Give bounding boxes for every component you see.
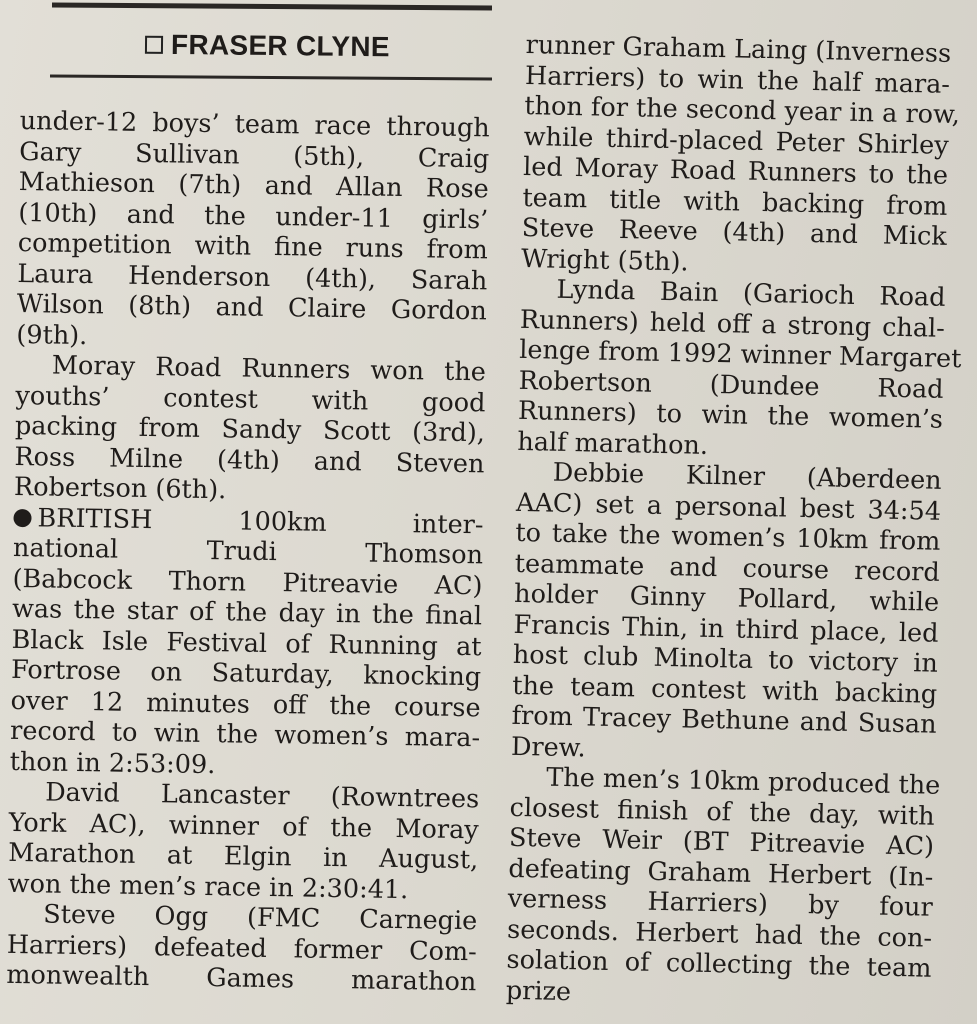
text-line-content: national Trudi Thomson [12,532,484,571]
text-line-content: Drew. [510,731,586,763]
text-line-content: Gary Sullivan (5th), Craig [19,136,490,174]
text-line-content: Marathon at Elgin in August, [8,837,479,876]
text-line-content: under-12 boys’ team race through [19,106,490,144]
text-line-content: Ross Milne (4th) and Steven [14,441,485,479]
text-line-content: Debbie Kilner (Aberdeen [552,457,942,496]
text-line-content: Mathieson (7th) and Allan Rose [18,166,489,205]
text-line-content: led Moray Road Runners to the [522,151,949,191]
text-line-content: over 12 minutes off the course [10,685,481,723]
text-line-content: (9th). [16,319,88,351]
text-line-content: BRITISH 100km inter- [37,502,484,540]
text-line-content: Robertson (Dundee Road [518,365,944,405]
text-line-content: Black Isle Festival of Running at [11,624,482,662]
text-line-content: teammate and course record [514,548,941,588]
text-line-content: (Babcock Thorn Pitreavie AC) [12,563,483,601]
text-line-content: host club Minolta to victory in [512,639,939,679]
text-line-content: lenge from 1992 winner Margaret [518,334,962,375]
text-line-content: Lynda Bain (Garioch Road [556,274,946,313]
text-line-content: seconds. Herbert had the con- [506,914,933,954]
text-line-content: youths’ contest with good [15,380,486,418]
text-line-content: prize [505,975,572,1007]
text-line-content: Harriers) to win the half mara- [524,60,951,100]
text-line-content: Wright (5th). [520,243,689,277]
text-line-content: monwealth Games marathon [6,959,477,998]
text-line-content: Runners) to win the women’s [517,395,944,435]
text-line-content: Robertson (6th). [13,471,227,506]
text-line-content: thon for the second year in a row, [524,90,961,131]
text-line-content: Moray Road Runners won the [51,350,487,388]
article-column-left [6,106,490,998]
text-line-content: Steve Ogg (FMC Carnegie [43,899,478,937]
text-line-content: from Tracey Bethune and Susan [511,700,937,740]
text-line-content: Wilson (8th) and Claire Gordon [16,288,488,327]
text-line-content: Runners) held off a strong chal- [519,304,946,344]
text-line-content: Steve Reeve (4th) and Mick [521,212,948,252]
text-line-content: to take the women’s 10km from [515,517,941,557]
text-line-content: solation of collecting the team [506,944,932,984]
text-line-content: verness Harriers) by four [507,883,934,923]
text-line-content: AAC) set a personal best 34:54 [515,487,942,527]
text-line-content: York AC), winner of the Moray [8,807,479,845]
text-line [6,960,476,998]
text-line-content: Fortrose on Saturday, knocking [10,654,482,693]
byline-name: FRASER CLYNE [170,28,390,63]
text-line-content: was the star of the day in the final [11,593,483,632]
text-line-content: Francis Thin, in third place, led [513,609,939,649]
text-line-content: the team contest with backing [511,670,938,710]
text-line-content: won the men’s race in 2:30:41. [7,868,409,905]
bullet-icon [13,508,31,526]
text-line-content: runner Graham Laing (Inverness [525,30,952,69]
text-line-content: Steve Weir (BT Pitreavie AC) [508,822,935,862]
text-line-content: while third-placed Peter Shirley [523,121,949,161]
text-line-content: thon in 2:53:09. [9,746,216,780]
square-box-icon [145,36,163,54]
text-line-content: David Lancaster (Rowntrees [44,777,480,815]
text-line-content: defeating Graham Herbert (In- [508,853,934,893]
byline-rule [50,74,492,80]
article-column-right [505,30,962,1015]
text-line-content: team title with backing from [522,182,948,222]
top-rule [52,2,492,10]
text-line-content: The men’s 10km produced the [546,762,941,801]
text-line-content: half marathon. [517,426,709,461]
text-line-content: record to win the women’s mara- [9,715,481,754]
text-line-content: Laura Henderson (4th), Sarah [17,258,488,296]
text-line-content: (10th) and the under-11 girls’ [18,197,489,235]
text-line-content: holder Ginny Pollard, while [513,578,940,618]
text-line-content: closest finish of the day, with [509,792,935,832]
text-line-content: Harriers) defeated former Com- [6,929,478,967]
text-line-content: packing from Sandy Scott (3rd), [14,410,486,449]
byline [145,29,390,64]
text-line-content: competition with fine runs from [17,227,489,266]
